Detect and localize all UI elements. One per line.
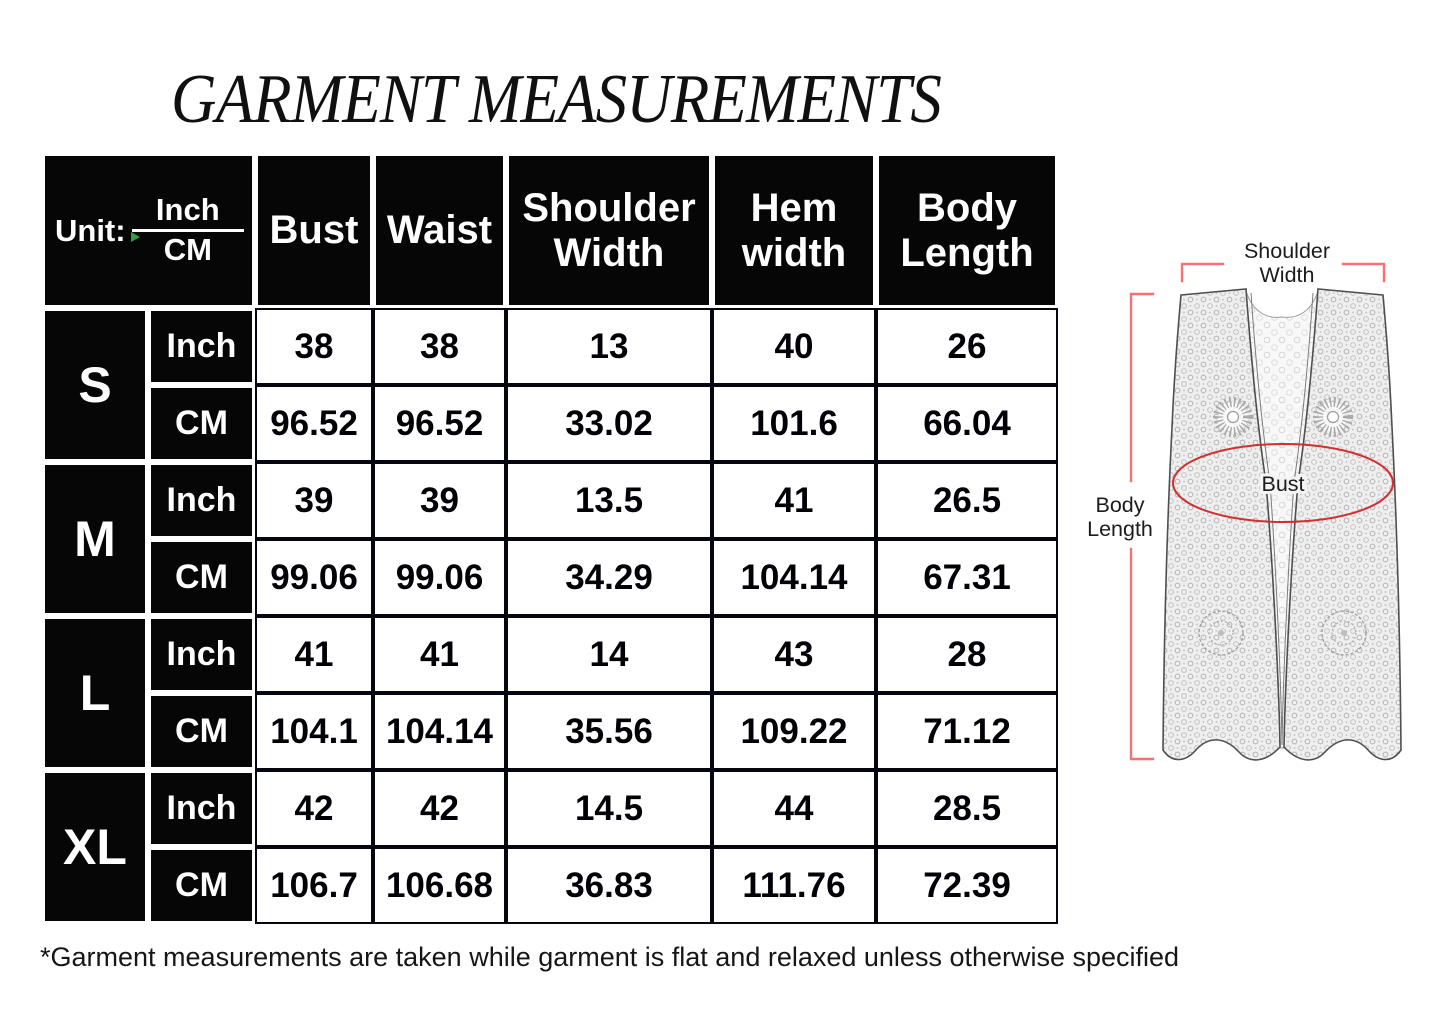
cell-xl-cm-length: 72.39 [876,847,1058,924]
row-unit-label: Inch [148,462,255,539]
cell-l-inch-shoulder: 14 [506,616,712,693]
body-length-label: Body [1095,493,1145,517]
cell-l-cm-bust: 104.1 [255,693,373,770]
row-unit-label: CM [148,693,255,770]
cell-m-cm-bust: 99.06 [255,539,373,616]
cell-s-inch-bust: 38 [255,308,373,385]
cell-l-inch-length: 28 [876,616,1058,693]
cell-xl-inch-hem: 44 [712,770,876,847]
cell-xl-inch-shoulder: 14.5 [506,770,712,847]
cell-l-cm-waist: 104.14 [373,693,506,770]
vest-illustration [1163,289,1401,760]
cell-m-cm-length: 67.31 [876,539,1058,616]
cell-s-inch-shoulder: 13 [506,308,712,385]
garment-diagram [1083,231,1435,795]
cell-l-inch-hem: 43 [712,616,876,693]
unit-fraction-line [132,229,244,232]
row-unit-label: CM [148,539,255,616]
unit-fraction [132,194,244,266]
row-unit-label: CM [148,385,255,462]
cell-m-inch-length: 26.5 [876,462,1058,539]
cell-s-inch-hem: 40 [712,308,876,385]
cell-l-cm-shoulder: 35.56 [506,693,712,770]
unit-cm-label: CM [163,232,212,267]
cell-m-inch-bust: 39 [255,462,373,539]
column-header-bust: Bust [255,153,373,308]
cell-m-inch-waist: 39 [373,462,506,539]
row-unit-label: Inch [148,616,255,693]
shoulder-width-bracket-right [1343,264,1384,281]
cell-m-inch-hem: 41 [712,462,876,539]
cell-s-cm-bust: 96.52 [255,385,373,462]
unit-cursor-icon [131,232,140,242]
cell-s-cm-hem: 101.6 [712,385,876,462]
page-title: GARMENT MEASUREMENTS [170,61,942,138]
cell-l-inch-waist: 41 [373,616,506,693]
cell-xl-cm-shoulder: 36.83 [506,847,712,924]
cell-m-cm-waist: 99.06 [373,539,506,616]
body-length-label: Length [1087,517,1153,541]
cell-xl-cm-waist: 106.68 [373,847,506,924]
shoulder-width-label: Shoulder [1243,239,1331,263]
cell-l-inch-bust: 41 [255,616,373,693]
size-label-l: L [42,616,148,770]
cell-m-inch-shoulder: 13.5 [506,462,712,539]
size-label-s: S [42,308,148,462]
column-header-waist: Waist [373,153,506,308]
row-unit-label: Inch [148,308,255,385]
cell-s-inch-waist: 38 [373,308,506,385]
garment-size-table [42,153,1058,924]
cell-xl-inch-bust: 42 [255,770,373,847]
cell-xl-cm-bust: 106.7 [255,847,373,924]
cell-xl-inch-length: 28.5 [876,770,1058,847]
cell-xl-inch-waist: 42 [373,770,506,847]
size-label-m: M [42,462,148,616]
column-header-shoulder-width: Shoulder Width [506,153,712,308]
row-unit-label: CM [148,847,255,924]
unit-label: Unit: [55,212,126,248]
cell-m-cm-shoulder: 34.29 [506,539,712,616]
cell-l-cm-hem: 109.22 [712,693,876,770]
column-header-hem-width: Hem width [712,153,876,308]
row-unit-label: Inch [148,770,255,847]
cell-s-cm-length: 66.04 [876,385,1058,462]
measurement-footnote: *Garment measurements are taken while garment is flat and relaxed unless otherwise specified [40,942,1180,972]
unit-header-cell [42,153,255,308]
bust-label: Bust [1261,472,1305,496]
cell-m-cm-hem: 104.14 [712,539,876,616]
cell-s-cm-waist: 96.52 [373,385,506,462]
cell-l-cm-length: 71.12 [876,693,1058,770]
cell-xl-cm-hem: 111.76 [712,847,876,924]
shoulder-width-bracket-left [1182,264,1223,281]
cell-s-inch-length: 26 [876,308,1058,385]
unit-inch-label: Inch [155,192,220,228]
column-header-body-length: Body Length [876,153,1058,308]
cell-s-cm-shoulder: 33.02 [506,385,712,462]
shoulder-width-label: Width [1259,263,1315,287]
size-label-xl: XL [42,770,148,924]
